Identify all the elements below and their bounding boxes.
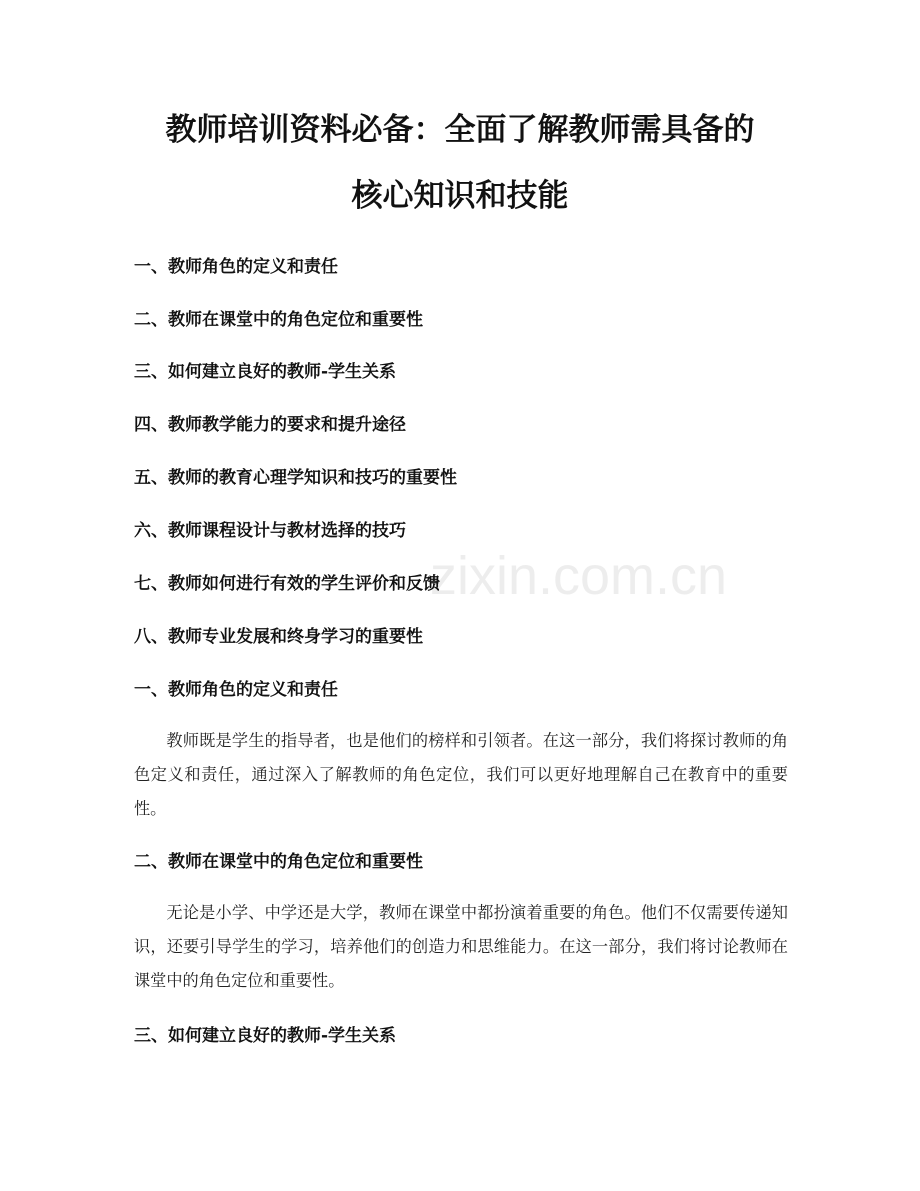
section-body-1: 教师既是学生的指导者，也是他们的榜样和引领者。在这一部分，我们将探讨教师的角色定义和责任，通过深入了解教师的角色定位，我们可以更好地理解自己在教育中的重要性。 — [134, 731, 788, 818]
toc-item-3: 三、如何建立良好的教师-学生关系 — [134, 362, 397, 382]
toc-item-6: 六、教师课程设计与教材选择的技巧 — [134, 521, 406, 541]
toc-item-1: 一、教师角色的定义和责任 — [134, 257, 338, 277]
toc-item-7: 七、教师如何进行有效的学生评价和反馈 — [134, 574, 440, 594]
section-heading-3: 三、如何建立良好的教师-学生关系 — [134, 1026, 397, 1046]
toc-item-4: 四、教师教学能力的要求和提升途径 — [134, 415, 406, 435]
section-heading-1: 一、教师角色的定义和责任 — [134, 680, 338, 700]
toc-item-8: 八、教师专业发展和终身学习的重要性 — [134, 627, 423, 647]
document-title-line-2: 核心知识和技能 — [351, 178, 569, 214]
section-body-2: 无论是小学、中学还是大学，教师在课堂中都扮演着重要的角色。他们不仅需要传递知识，还要引导学生的学习，培养他们的创造力和思维能力。在这一部分，我们将讨论教师在课堂中的角色定位和重要性。 — [134, 903, 788, 990]
document-title-line-1: 教师培训资料必备：全面了解教师需具备的 — [165, 112, 755, 148]
toc-item-5: 五、教师的教育心理学知识和技巧的重要性 — [134, 468, 457, 488]
watermark: zixin.com.cn — [430, 546, 728, 606]
section-heading-2: 二、教师在课堂中的角色定位和重要性 — [134, 852, 423, 872]
toc-item-2: 二、教师在课堂中的角色定位和重要性 — [134, 310, 423, 330]
